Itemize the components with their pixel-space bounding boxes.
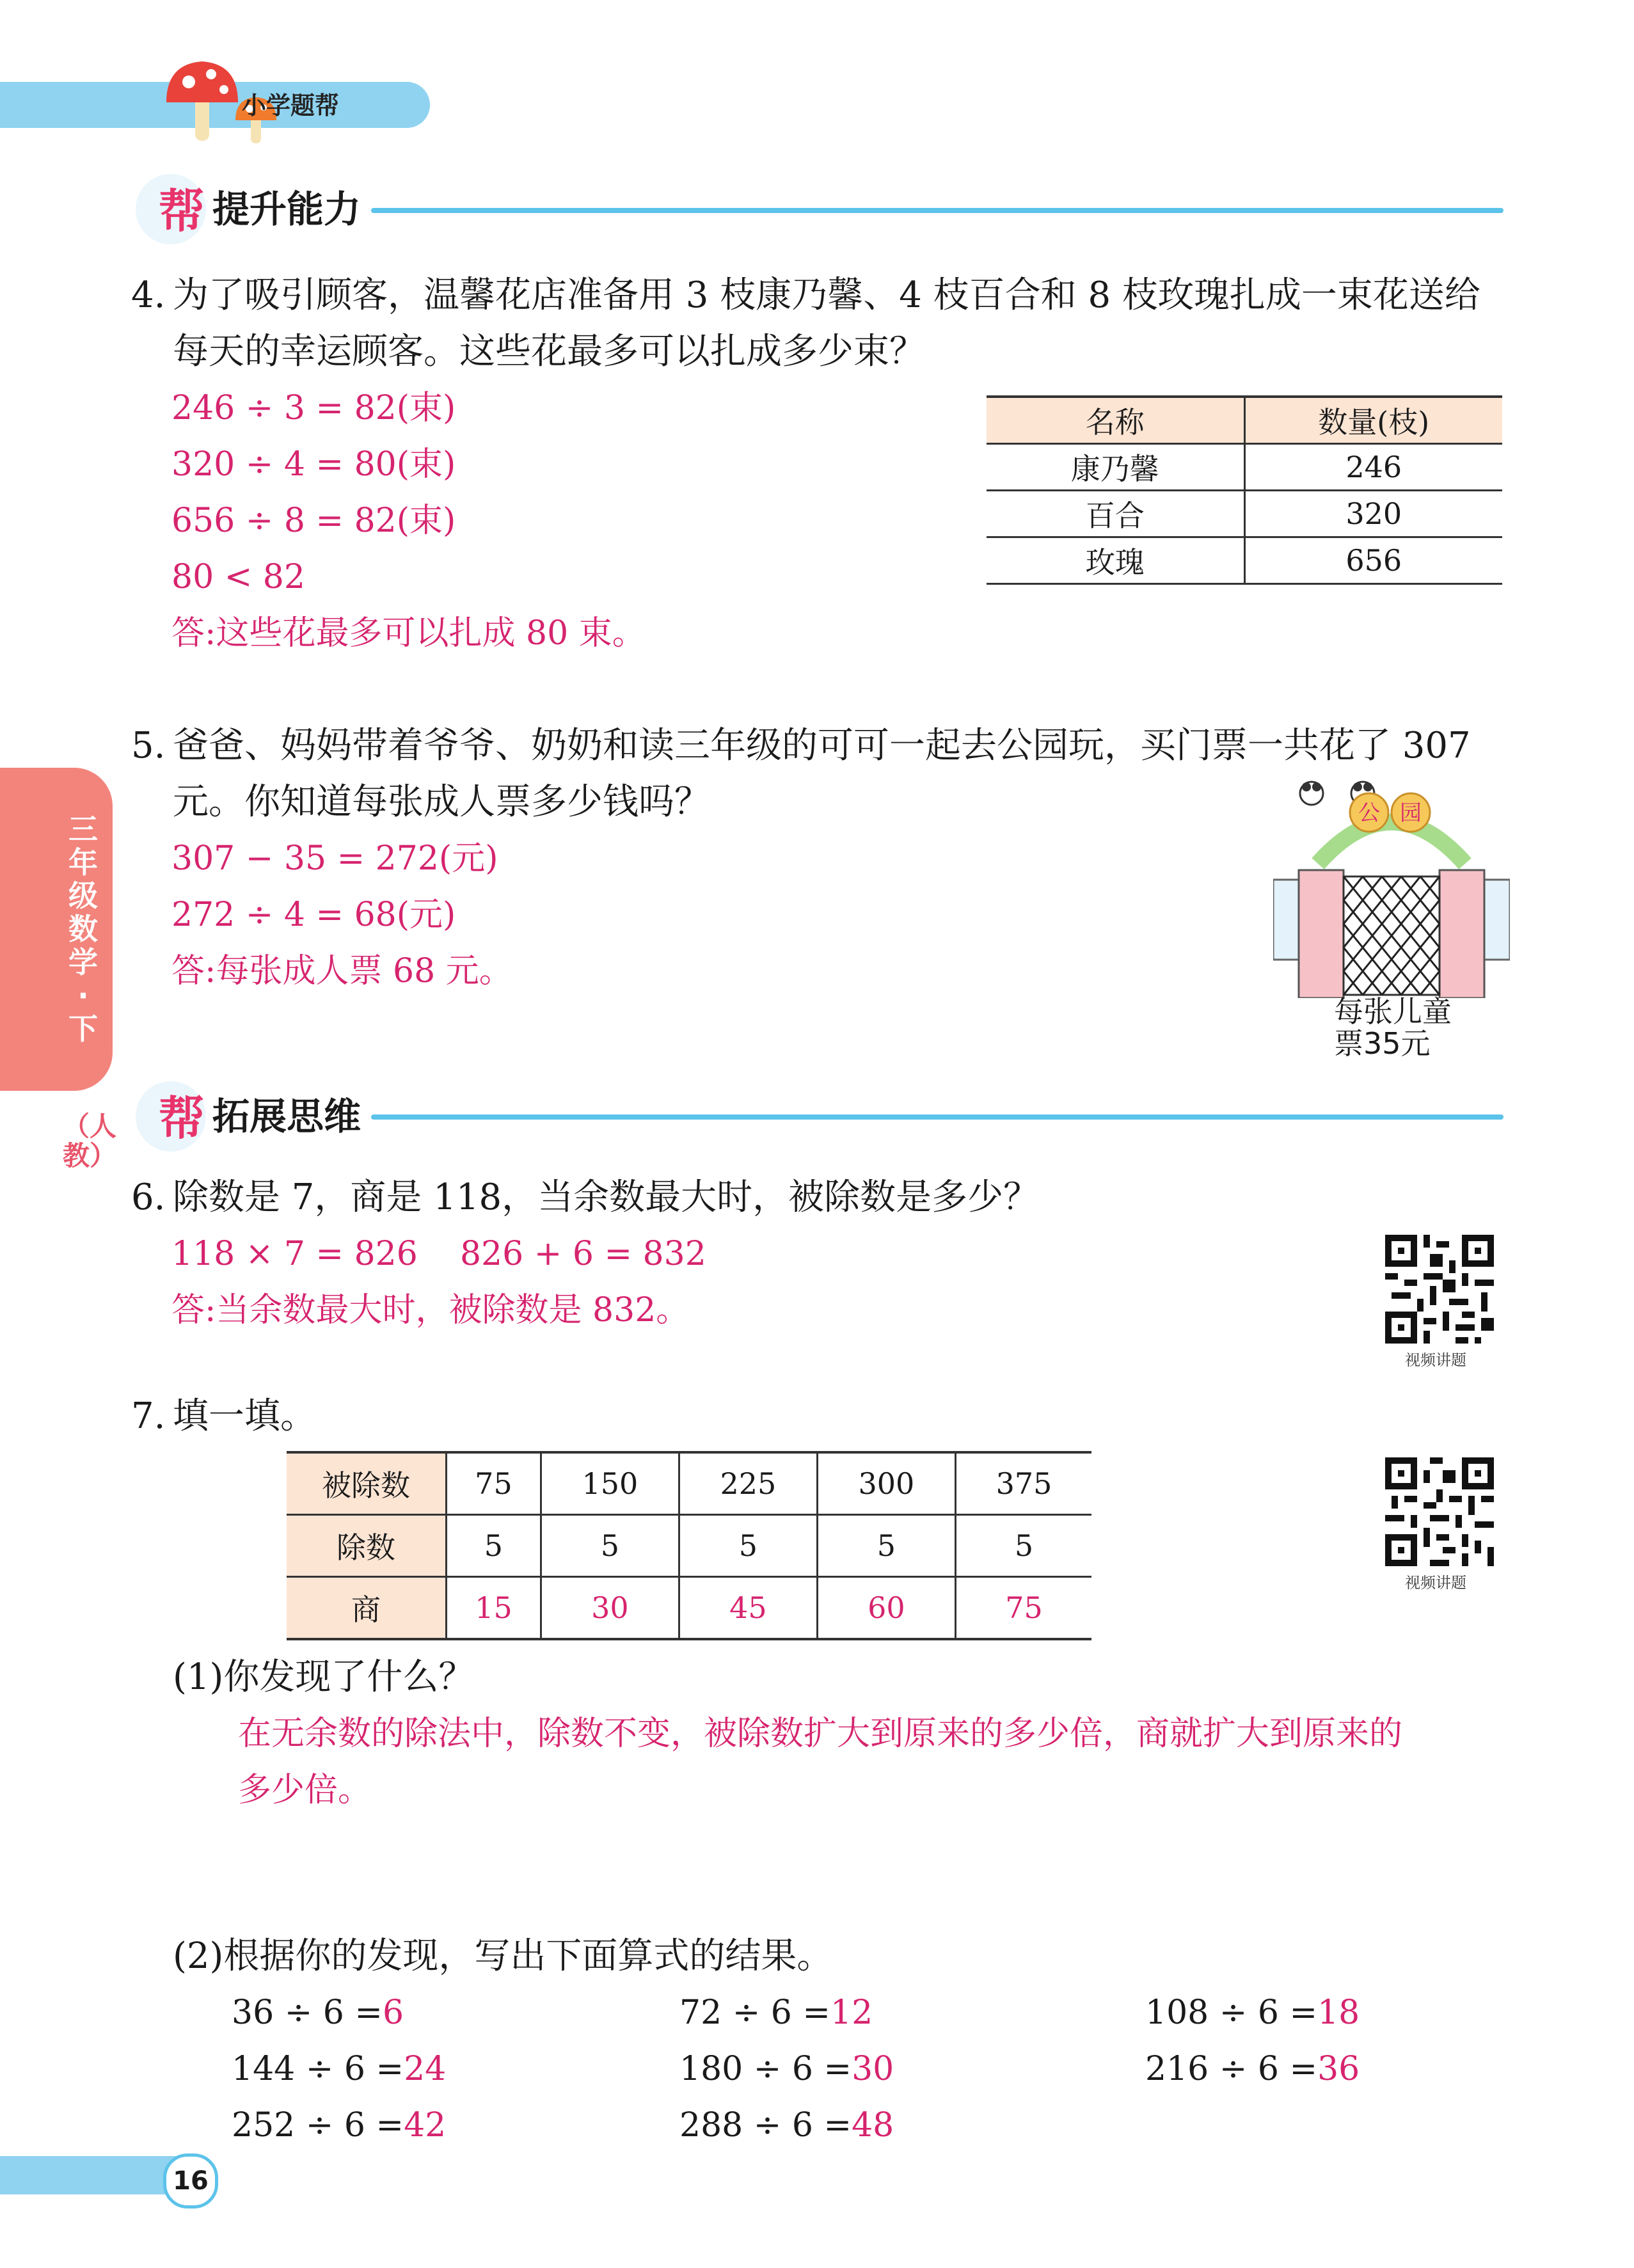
expression-answer: 6 [382, 1994, 404, 2032]
q4-text-line1: 为了吸引顾客，温馨花店准备用 3 枝康乃馨、4 枝百合和 8 枝玫瑰扎成一束花送给 [173, 274, 1480, 316]
expression-answer: 12 [830, 1994, 873, 2032]
expression-answer: 30 [852, 2050, 894, 2088]
gate-caption-line1: 每张儿童 [1334, 994, 1452, 1029]
table-cell: 康乃馨 [987, 444, 1244, 491]
section-rule [371, 1114, 1503, 1120]
expression: 216 ÷ 6 = [1145, 2050, 1318, 2088]
expression: 180 ÷ 6 = [679, 2050, 852, 2088]
expression-item [679, 1985, 873, 2041]
q7-part2-question: (2)根据你的发现，写出下面算式的结果。 [173, 1935, 833, 1977]
table-cell: 75 [447, 1452, 541, 1515]
q4-text-line2: 每天的幸运顾客。这些花最多可以扎成多少束？ [173, 331, 925, 372]
flower-table [987, 395, 1502, 585]
division-table [287, 1451, 1091, 1640]
q5-answer-2: 272 ÷ 4 = 68(元) [171, 896, 456, 934]
q7-number: 7. [131, 1395, 166, 1437]
answer-cell: 15 [447, 1577, 541, 1640]
expression: 144 ÷ 6 = [232, 2050, 404, 2088]
table-cell: 5 [447, 1515, 541, 1577]
q4-answer-1: 246 ÷ 3 = 82(束) [171, 389, 456, 427]
expression: 108 ÷ 6 = [1145, 1994, 1318, 2032]
answer-cell: 45 [679, 1577, 817, 1640]
expression: 36 ÷ 6 = [232, 1994, 383, 2032]
expression-item [679, 2097, 894, 2153]
q4-answer-4: 80 < 82 [171, 558, 305, 596]
table-row [987, 444, 1502, 491]
q5-text-line2: 元。你知道每张成人票多少钱吗？ [173, 781, 710, 823]
q4-answer-3: 656 ÷ 8 = 82(束) [171, 502, 456, 540]
park-gate-illustration [1273, 774, 1510, 998]
gate-sign-char: 公 [1358, 800, 1380, 826]
q6-reply: 答:当余数最大时，被除数是 832。 [171, 1291, 690, 1329]
qr-code-icon[interactable] [1385, 1457, 1494, 1566]
table-cell: 150 [541, 1452, 679, 1515]
brand-label: 小学题帮 [242, 91, 340, 120]
table-row [287, 1452, 1091, 1515]
table-cell: 246 [1244, 444, 1502, 491]
expression: 288 ÷ 6 = [679, 2106, 852, 2145]
expression: 72 ÷ 6 = [679, 1994, 830, 2032]
table-header-row [987, 397, 1502, 444]
table-header-cell: 数量(枝) [1244, 397, 1502, 444]
qr-code-icon[interactable] [1385, 1235, 1494, 1344]
row-label: 被除数 [287, 1452, 447, 1515]
table-row [287, 1515, 1091, 1577]
section-title-ability: 提升能力 [212, 187, 361, 231]
table-cell: 百合 [987, 491, 1244, 537]
answer-cell: 30 [541, 1577, 679, 1640]
table-row [287, 1577, 1091, 1640]
gate-caption-line2: 票35元 [1334, 1026, 1431, 1061]
q7-part1-question: (1)你发现了什么？ [173, 1656, 475, 1698]
qr-caption: 视频讲题 [1405, 1574, 1466, 1592]
expression-item [679, 2041, 894, 2097]
table-cell: 5 [541, 1515, 679, 1577]
section-title-thinking: 拓展思维 [212, 1095, 361, 1138]
expression-item [232, 2097, 446, 2153]
table-cell: 375 [955, 1452, 1091, 1515]
row-label: 除数 [287, 1515, 447, 1577]
section-rule [371, 208, 1503, 213]
table-cell: 300 [817, 1452, 955, 1515]
qr-caption: 视频讲题 [1405, 1351, 1466, 1369]
q6-answer: 118 × 7 = 826 826 + 6 = 832 [171, 1235, 706, 1273]
expression-item [1145, 1985, 1360, 2041]
q7-text: 填一填。 [173, 1395, 316, 1437]
table-cell: 225 [679, 1452, 817, 1515]
expression-item [232, 1985, 404, 2041]
q7-part1-answer-line1: 在无余数的除法中，除数不变，被除数扩大到原来的多少倍，商就扩大到原来的 [238, 1715, 1403, 1753]
q6-text: 除数是 7，商是 118，当余数最大时，被除数是多少？ [173, 1177, 1040, 1218]
q5-number: 5. [131, 725, 166, 766]
q4-number: 4. [131, 274, 166, 316]
expression-item [1145, 2041, 1360, 2097]
q5-text-line1: 爸爸、妈妈带着爷爷、奶奶和读三年级的可可一起去公园玩，买门票一共花了 307 [173, 725, 1471, 766]
expression-answer: 48 [852, 2106, 894, 2145]
q4-reply: 答:这些花最多可以扎成 80 束。 [171, 614, 646, 653]
expression-answer: 36 [1317, 2050, 1360, 2088]
q7-part1-answer-line2: 多少倍。 [238, 1771, 372, 1809]
q5-answer-1: 307 − 35 = 272(元) [171, 839, 498, 878]
gate-sign-char: 园 [1400, 800, 1422, 826]
table-cell: 5 [817, 1515, 955, 1577]
section-badge-char: 帮 [159, 1091, 205, 1145]
answer-cell: 75 [955, 1577, 1091, 1640]
expression-answer: 24 [404, 2050, 447, 2088]
expression-answer: 42 [404, 2106, 447, 2145]
side-tab-edition: （人教） [63, 1111, 117, 1171]
table-cell: 5 [955, 1515, 1091, 1577]
table-cell: 5 [679, 1515, 817, 1577]
q6-number: 6. [131, 1177, 166, 1218]
table-row [987, 491, 1502, 537]
expression-item [232, 2041, 446, 2097]
section-badge-char: 帮 [159, 184, 205, 238]
table-header-cell: 名称 [987, 397, 1244, 444]
row-label: 商 [287, 1577, 447, 1640]
table-cell: 玫瑰 [987, 537, 1244, 584]
table-cell: 320 [1244, 491, 1502, 537]
q5-reply: 答:每张成人票 68 元。 [171, 952, 512, 990]
answer-cell: 60 [817, 1577, 955, 1640]
table-row [987, 537, 1502, 584]
page-number: 16 [163, 2153, 218, 2209]
side-tab-grade: 三年级数学·下 [68, 812, 98, 1046]
expression-answer: 18 [1317, 1994, 1360, 2032]
q4-answer-2: 320 ÷ 4 = 80(束) [171, 445, 456, 484]
table-cell: 656 [1244, 537, 1502, 584]
expression: 252 ÷ 6 = [232, 2106, 404, 2145]
